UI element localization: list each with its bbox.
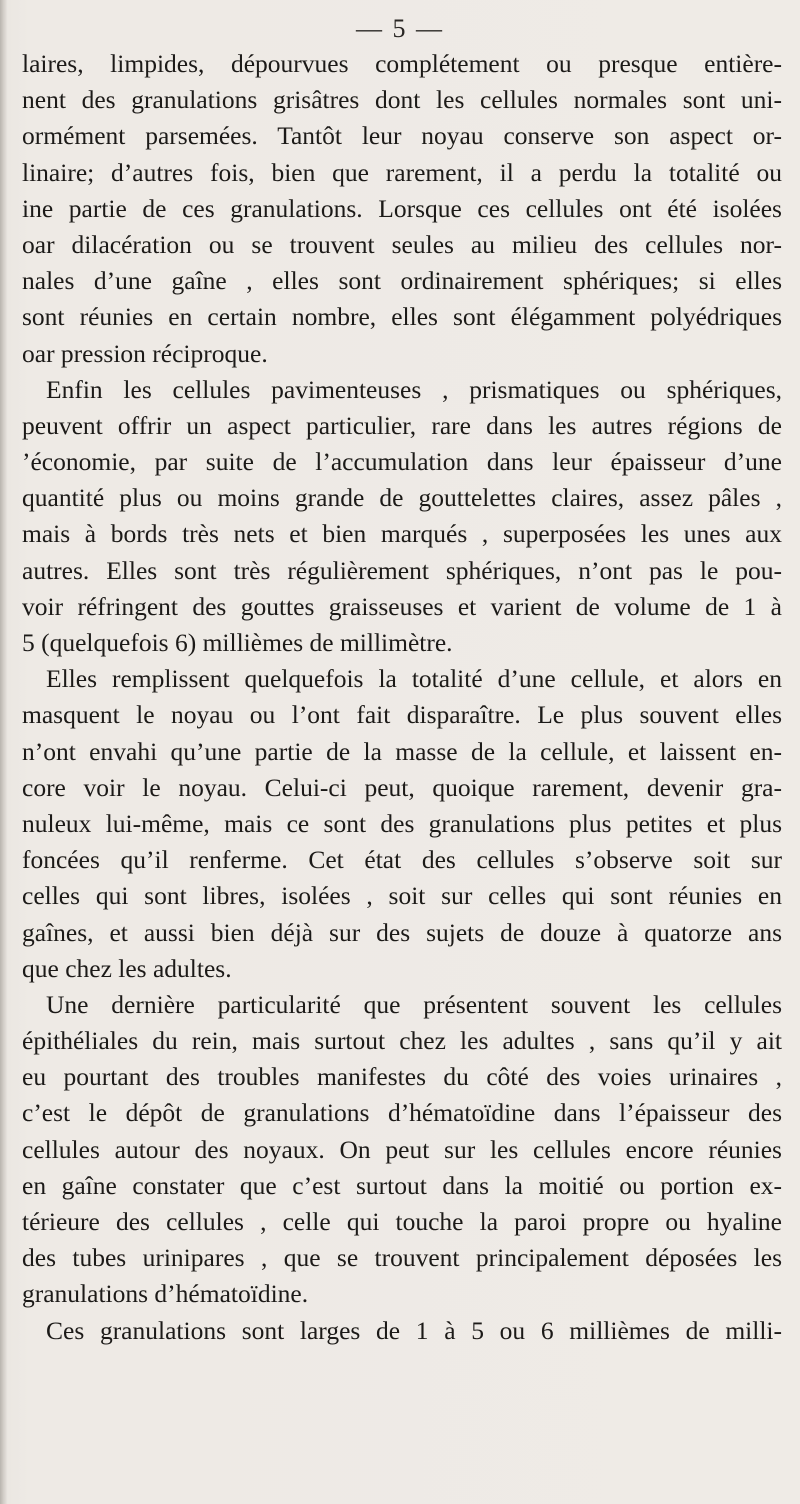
text-line: ormément parsemées. Tantôt leur noyau conserve son aspect or- [22,121,782,151]
text-line: térieure des cellules , celle qui touche la paroi propre ou hyaline [22,1207,782,1236]
binding-edge [0,0,7,1504]
text-line: cellules autour des noyaux. On peut sur les cellules encore réunies [22,1134,782,1164]
text-line: masquent le noyau ou l’ont fait disparaître. Le plus souvent elles [22,700,782,730]
page-number: — 5 — [356,14,444,43]
text-line: oar dilacération ou se trouvent seules au milieu des cellules nor- [22,229,782,259]
text-line: core voir le noyau. Celui-ci peut, quoique rarement, devenir gra- [22,772,782,802]
text-line: gaînes, et aussi bien déjà sur des sujets de douze à quatorze ans [22,917,782,947]
text-line: eu pourtant des troubles manifestes du côté des voies urinaires , [22,1062,782,1092]
text-line: voir réfringent des gouttes graisseuses et varient de volume de 1 à [22,591,782,621]
text-line: mais à bords très nets et bien marqués , superposées les unes aux [22,519,782,549]
text-line: nuleux lui-même, mais ce sont des granulations plus petites et plus [22,808,782,838]
text-line: celles qui sont libres, isolées , soit sur celles qui sont réunies en [22,881,782,911]
text-line: n’ont envahi qu’une partie de la masse de la cellule, et laissent en- [22,736,782,766]
text-line: 5 (quelquefois 6) millièmes de millimètre. [22,628,453,657]
paragraph-start-line: Ces granulations sont larges de 1 à 5 ou 6 millièmes de milli- [46,1315,782,1345]
body-text [22,46,782,1349]
text-line: ’économie, par suite de l’accumulation dans leur épaisseur d’une [22,447,782,477]
text-line: granulations d’hématoïdine. [22,1279,309,1309]
text-line: nales d’une gaîne , elles sont ordinairement sphériques; si elles [22,266,782,296]
text-line: épithéliales du rein, mais surtout chez les adultes , sans qu’il y ait [22,1026,782,1056]
text-line: foncées qu’il renferme. Cet état des cellules s’observe soit sur [22,845,782,875]
text-line: linaire; d’autres fois, bien que rarement, il a perdu la totalité ou [22,157,782,187]
text-line: oar pression réciproque. [22,338,268,368]
text-line: que chez les adultes. [22,953,232,983]
paragraph-start-line: Enfin les cellules pavimenteuses , prismatiques ou sphériques, [46,374,782,404]
text-line: sont réunies en certain nombre, elles sont élégamment polyédriques [22,302,782,332]
text-line: des tubes urinipares , que se trouvent principalement déposées les [22,1243,782,1273]
text-line: c’est le dépôt de granulations d’hématoïdine dans l’épaisseur des [22,1098,782,1128]
text-line: autres. Elles sont très régulièrement sphériques, n’ont pas le pou- [22,555,782,585]
paragraph-start-line: Une dernière particularité que présentent souvent les cellules [46,989,782,1019]
text-line: nent des granulations grisâtres dont les cellules normales sont uni- [22,85,782,115]
text-line: en gaîne constater que c’est surtout dans la moitié ou portion ex- [22,1170,782,1200]
paragraph-start-line: Elles remplissent quelquefois la totalité d’une cellule, et alors en [46,664,782,694]
text-line: laires, limpides, dépourvues complétement ou presque entière- [22,49,782,78]
text-line: quantité plus ou moins grande de gouttelettes claires, assez pâles , [22,483,782,513]
text-line: ine partie de ces granulations. Lorsque ces cellules ont été isolées [22,193,782,223]
text-line: peuvent offrir un aspect particulier, rare dans les autres régions de [22,410,782,440]
